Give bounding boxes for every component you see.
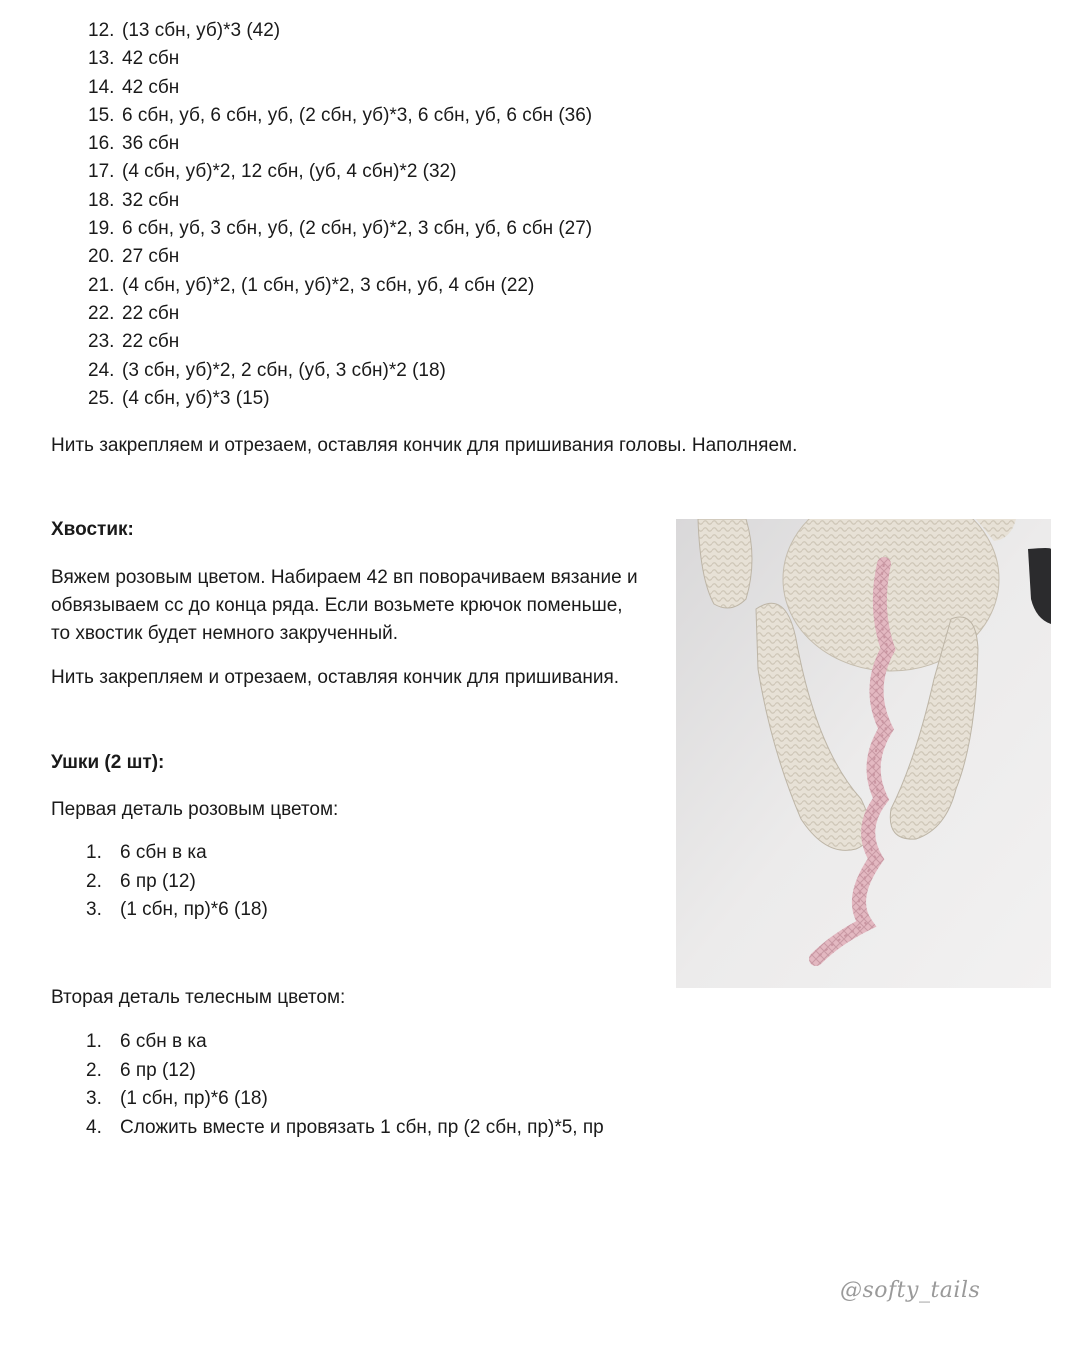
list-item: 2. 6 пр (12) <box>86 870 196 892</box>
list-item: 19. 6 сбн, уб, 3 сбн, уб, (2 сбн, уб)*2, 3 сбн, уб, 6 сбн (27) <box>88 218 593 240</box>
list-item: 16. 36 сбн <box>88 133 180 155</box>
rows-12-25-list <box>88 17 592 413</box>
watermark-signature: @softy_tails <box>840 1278 981 1303</box>
list-item: 1. 6 сбн в ка <box>86 842 207 863</box>
ears-part2-list <box>86 1028 604 1142</box>
list-item: 1. 6 сбн в ка <box>86 1031 207 1052</box>
list-item: 24. (3 сбн, уб)*2, 2 сбн, (уб, 3 сбн)*2 (18) <box>88 359 446 381</box>
list-item: 21. (4 сбн, уб)*2, (1 сбн, уб)*2, 3 сбн, уб, 4 сбн (22) <box>88 274 535 296</box>
list-item: 12. (13 сбн, уб)*3 (42) <box>88 20 281 41</box>
ears-heading: Ушки (2 шт): <box>51 752 165 773</box>
ears-part1-list <box>86 839 268 925</box>
list-item: 18. 32 сбн <box>88 189 180 211</box>
list-item: 17. (4 сбн, уб)*2, 12 сбн, (уб, 4 сбн)*2 (32) <box>88 161 457 183</box>
list-item: 23. 22 сбн <box>88 331 180 353</box>
tail-instructions-line-3: то хвостик будет немного закрученный. <box>51 623 399 644</box>
tail-photo <box>676 519 1051 988</box>
tail-finish-note: Нить закрепляем и отрезаем, оставляя кончик для пришивания. <box>51 667 620 688</box>
tail-instructions-line-1: Вяжем розовым цветом. Набираем 42 вп поворачиваем вязание и <box>51 567 638 588</box>
tail-heading: Хвостик: <box>51 519 134 540</box>
ears-part1-title: Первая деталь розовым цветом: <box>51 799 339 820</box>
list-item: 22. 22 сбн <box>88 302 180 324</box>
ears-part2-title: Вторая деталь телесным цветом: <box>51 987 346 1008</box>
list-item: 3. (1 сбн, пр)*6 (18) <box>86 899 268 921</box>
list-item: 15. 6 сбн, уб, 6 сбн, уб, (2 сбн, уб)*3, 6 сбн, уб, 6 сбн (36) <box>88 104 593 126</box>
list-item: 13. 42 сбн <box>88 48 180 70</box>
list-item: 14. 42 сбн <box>88 76 180 98</box>
list-item: 25. (4 сбн, уб)*3 (15) <box>88 387 270 409</box>
list-item: 4. Сложить вместе и провязать 1 сбн, пр (2 сбн, пр)*5, пр <box>86 1116 604 1138</box>
crochet-toy-tail-illustration <box>676 519 1051 988</box>
list-item: 2. 6 пр (12) <box>86 1059 196 1081</box>
list-item: 20. 27 сбн <box>88 246 180 268</box>
tail-instructions-line-2: обвязываем сс до конца ряда. Если возьмете крючок поменьше, <box>51 595 623 616</box>
head-finish-note: Нить закрепляем и отрезаем, оставляя кончик для пришивания головы. Наполняем. <box>51 435 798 456</box>
list-item: 3. (1 сбн, пр)*6 (18) <box>86 1088 268 1110</box>
